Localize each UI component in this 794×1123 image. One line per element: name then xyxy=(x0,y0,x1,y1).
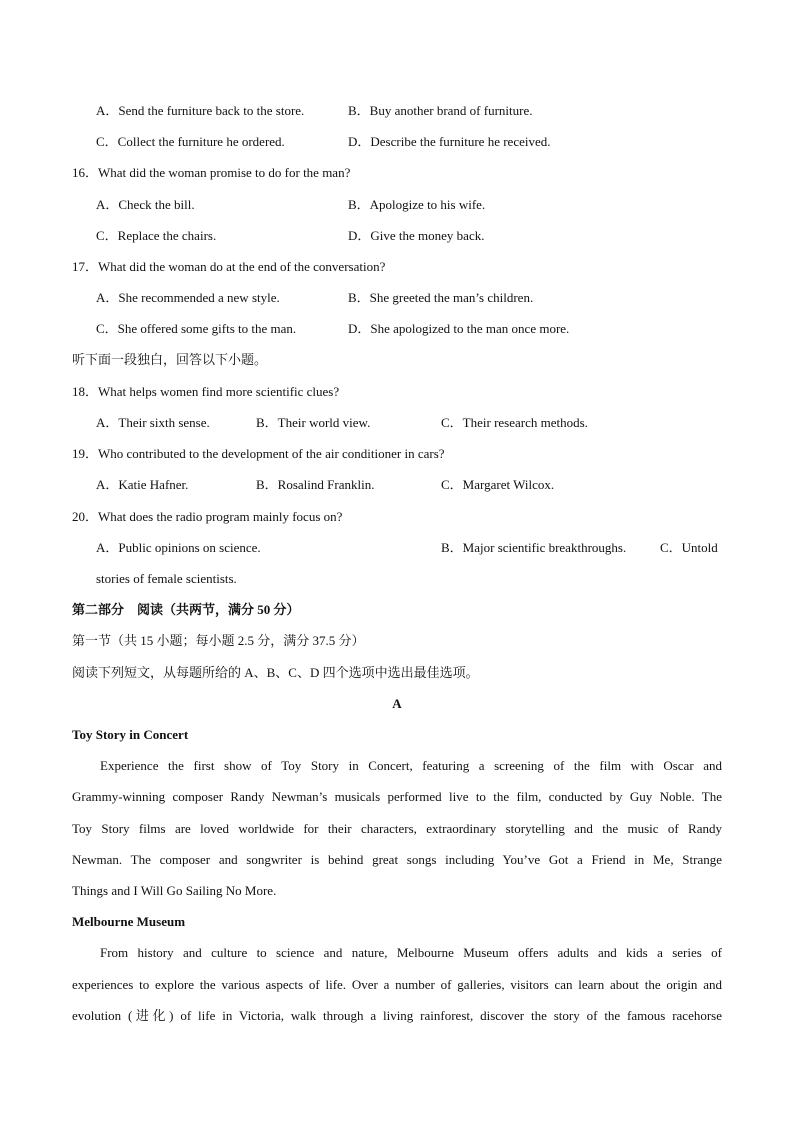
reading-instruction: 阅读下列短文，从每题所给的 A、B、C、D 四个选项中选出最佳选项。 xyxy=(72,665,479,680)
museum-line-3: evolution (进化) of life in Victoria, walk through a living rainforest, discover the story of the famous racehorse xyxy=(72,1008,722,1023)
passage-label: A xyxy=(392,696,402,711)
q15-option-d: D．Describe the furniture he received. xyxy=(348,134,551,149)
toy-story-line-2: Grammy-winning composer Randy Newman’s musicals performed live to the film, conducted by Guy Noble. The xyxy=(72,789,722,804)
part2-heading: 第二部分 阅读（共两节，满分 50 分） xyxy=(72,602,300,617)
toy-story-line-3: Toy Story films are loved worldwide for their characters, extraordinary storytelling and the music of Randy xyxy=(72,821,722,836)
q20-option-a: A．Public opinions on science. xyxy=(96,540,261,555)
q19-stem: 19．Who contributed to the development of the air conditioner in cars? xyxy=(72,446,445,461)
q19-option-b: B．Rosalind Franklin. xyxy=(256,477,375,492)
museum-line-1: From history and culture to science and nature, Melbourne Museum offers adults and kids a series of xyxy=(100,945,722,960)
toy-story-title: Toy Story in Concert xyxy=(72,727,189,742)
q20-option-c-start: C．Untold xyxy=(660,540,718,555)
q16-option-b: B．Apologize to his wife. xyxy=(348,197,486,212)
q15-option-b: B．Buy another brand of furniture. xyxy=(348,103,533,118)
q17-option-d: D．She apologized to the man once more. xyxy=(348,321,570,336)
q20-option-c-continued: stories of female scientists. xyxy=(96,571,237,586)
q16-option-d: D．Give the money back. xyxy=(348,228,485,243)
q18-stem: 18．What helps women find more scientific clues? xyxy=(72,384,340,399)
section1-heading: 第一节（共 15 小题；每小题 2.5 分，满分 37.5 分） xyxy=(72,633,365,648)
q15-option-c: C．Collect the furniture he ordered. xyxy=(96,134,285,149)
toy-story-line-1: Experience the first show of Toy Story in Concert, featuring a screening of the film with Oscar and xyxy=(100,758,722,773)
toy-story-line-5: Things and I Will Go Sailing No More. xyxy=(72,883,277,898)
q18-option-c: C．Their research methods. xyxy=(441,415,588,430)
q20-option-b: B．Major scientific breakthroughs. xyxy=(441,540,627,555)
museum-title: Melbourne Museum xyxy=(72,914,186,929)
q17-option-a: A．She recommended a new style. xyxy=(96,290,280,305)
q19-option-a: A．Katie Hafner. xyxy=(96,477,189,492)
q19-option-c: C．Margaret Wilcox. xyxy=(441,477,555,492)
q17-option-b: B．She greeted the man’s children. xyxy=(348,290,534,305)
q16-stem: 16．What did the woman promise to do for the man? xyxy=(72,165,351,180)
toy-story-line-4: Newman. The composer and songwriter is behind great songs including You’ve Got a Friend in Me, Strange xyxy=(72,852,722,867)
q16-option-c: C．Replace the chairs. xyxy=(96,228,217,243)
q20-stem: 20．What does the radio program mainly focus on? xyxy=(72,509,343,524)
q17-stem: 17．What did the woman do at the end of the conversation? xyxy=(72,259,386,274)
q17-option-c: C．She offered some gifts to the man. xyxy=(96,321,297,336)
q15-option-a: A．Send the furniture back to the store. xyxy=(96,103,305,118)
q16-option-a: A．Check the bill. xyxy=(96,197,195,212)
monologue-instruction: 听下面一段独白，回答以下小题。 xyxy=(72,352,268,367)
museum-line-2: experiences to explore the various aspects of life. Over a number of galleries, visitors can learn about the origin and xyxy=(72,977,722,992)
q18-option-a: A．Their sixth sense. xyxy=(96,415,210,430)
q18-option-b: B．Their world view. xyxy=(256,415,371,430)
